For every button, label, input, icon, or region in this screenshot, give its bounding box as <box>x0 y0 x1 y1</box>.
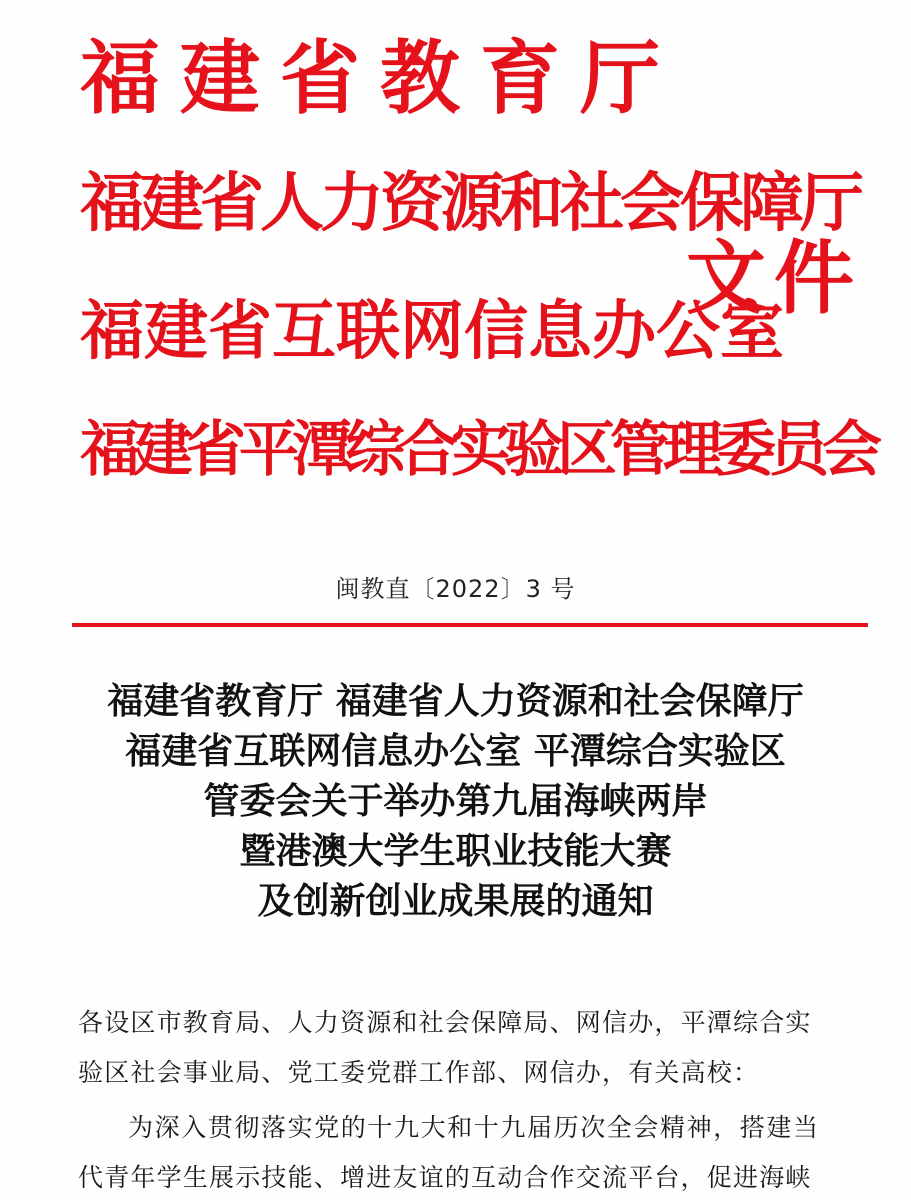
title-line: 管委会关于举办第九届海峡两岸 <box>203 780 708 822</box>
red-header-rule <box>72 623 868 627</box>
title-line: 福建省互联网信息办公室 平潭综合实验区 <box>125 730 786 772</box>
paragraph-line: 代青年学生展示技能、增进友谊的互动合作交流平台，促进海峡 <box>78 1163 812 1192</box>
title-line: 福建省教育厅 福建省人力资源和社会保障厅 <box>107 680 804 722</box>
salutation-line: 验区社会事业局、党工委党群工作部、网信办，有关高校： <box>78 1058 760 1087</box>
title-line: 及创新创业成果展的通知 <box>257 880 654 922</box>
salutation-line: 各设区市教育局、人力资源和社会保障局、网信办，平潭综合实 <box>78 1008 812 1037</box>
document-number: 闽教直〔2022〕3 号 <box>335 575 576 603</box>
issuer-education-department: 福建省教育厅 <box>80 31 680 125</box>
title-line: 暨港澳大学生职业技能大赛 <box>239 830 672 872</box>
issuer-internet-information-office: 福建省互联网信息办公室 <box>80 294 784 369</box>
issuer-pingtan-committee: 福建省平潭综合实验区管理委员会 <box>80 415 875 485</box>
issuer-human-resources-department: 福建省人力资源和社会保障厅 <box>80 166 860 241</box>
document-type-label: 文件 <box>686 231 862 325</box>
notice-title <box>40 676 871 926</box>
paragraph-line: 为深入贯彻落实党的十九大和十九届历次全会精神，搭建当 <box>128 1113 820 1142</box>
